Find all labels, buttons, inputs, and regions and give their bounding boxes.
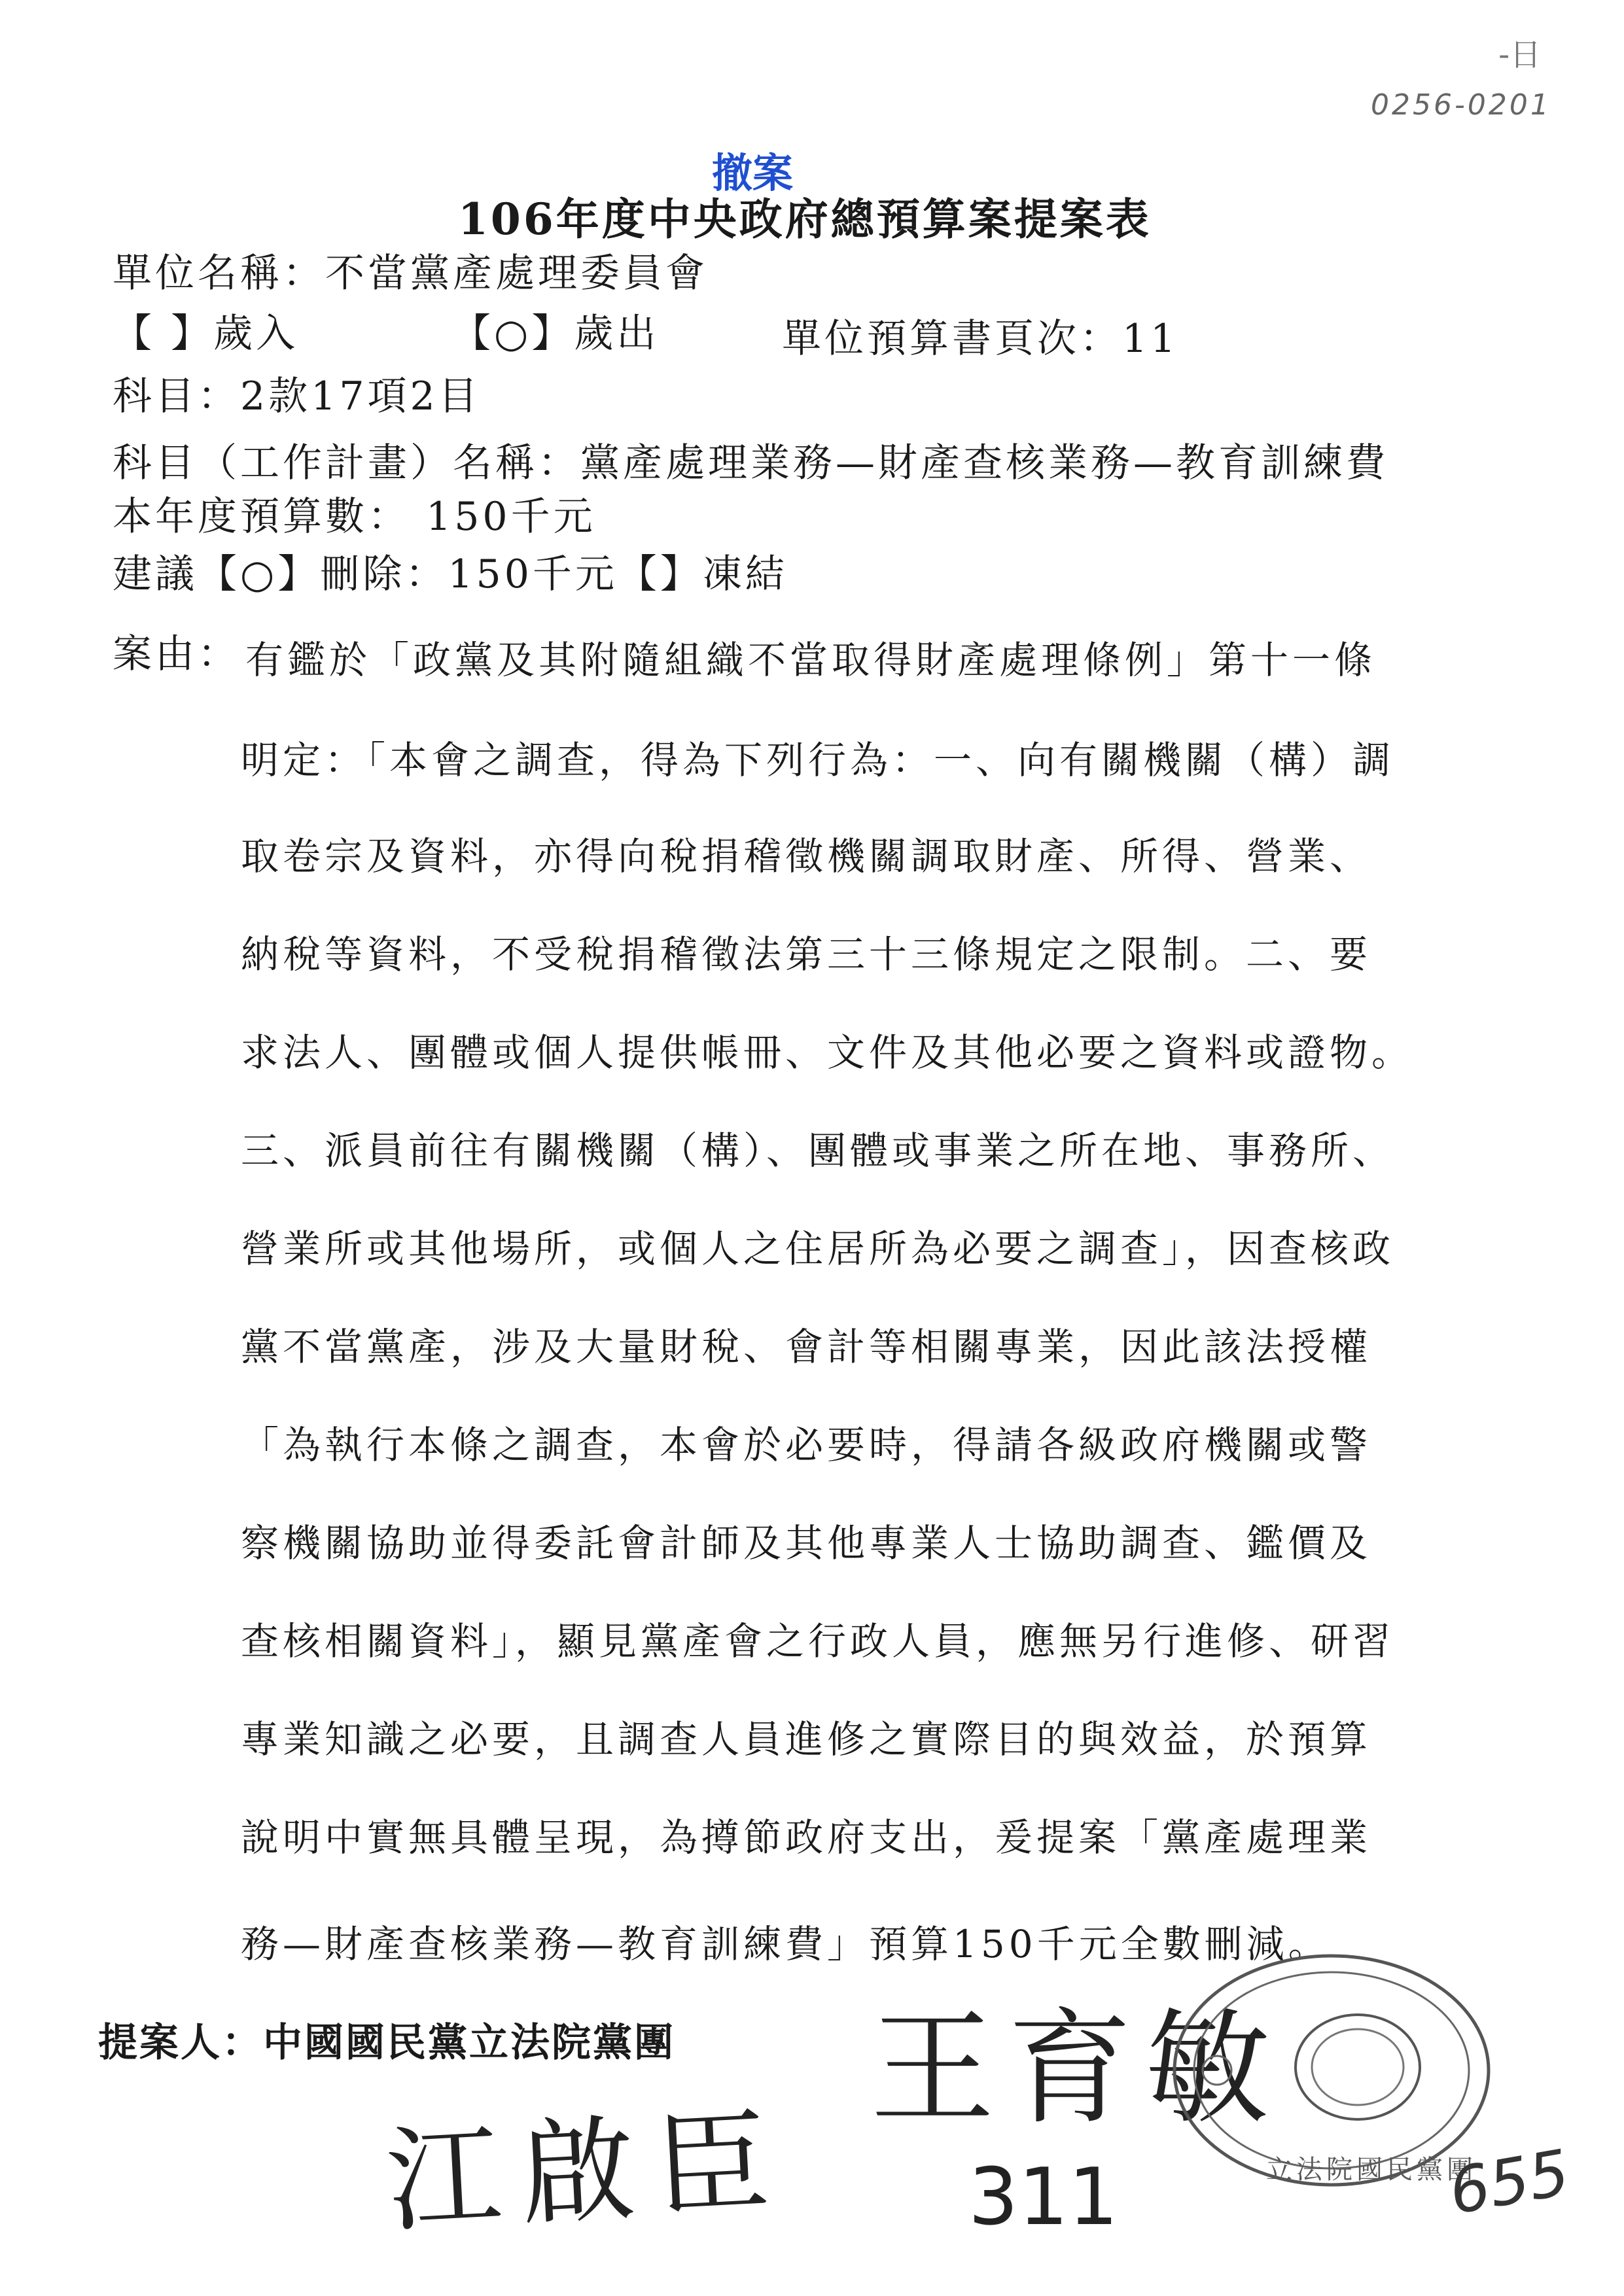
reason-line: 求法人、團體或個人提供帳冊、文件及其他必要之資料或證物。 <box>241 1030 1414 1075</box>
page-number-handwritten: 311 <box>968 2152 1119 2243</box>
reason-line: 營業所或其他場所，或個人之住居所為必要之調查」，因查核政 <box>241 1226 1395 1271</box>
reason-line: 有鑑於「政黨及其附隨組織不當取得財產處理條例」第十一條 <box>245 638 1377 682</box>
signature-2: 江啟臣 <box>383 2095 792 2249</box>
reason-line: 說明中實無具體呈現，為撙節政府支出，爰提案「黨產處理業 <box>241 1815 1372 1860</box>
withdrawn-stamp: 撤案 <box>712 149 794 197</box>
page-title: 106年度中央政府總預算案提案表 <box>458 194 1152 245</box>
reason-line: 明定：「本會之調查，得為下列行為：一、向有關機關（構）調 <box>241 738 1395 782</box>
corner-note-1: -日 <box>1498 37 1542 73</box>
subject: 科目：2款17項2目 <box>113 374 481 419</box>
corner-note-2: 0256-0201 <box>1371 88 1551 122</box>
reason-line: 「為執行本條之調查，本會於必要時，得請各級政府機關或警 <box>241 1423 1372 1467</box>
budget-page: 單位預算書頁次：11 <box>782 316 1179 362</box>
revenue-option: 【 】歲入 <box>113 311 299 357</box>
unit-name: 單位名稱：不當黨產處理委員會 <box>113 251 708 296</box>
reason-line: 納稅等資料，不受稅捐稽徵法第三十三條規定之限制。二、要 <box>241 932 1372 977</box>
subject-name: 科目（工作計畫）名稱：黨產處理業務—財產查核業務—教育訓練費 <box>113 440 1388 486</box>
reason-line: 取卷宗及資料，亦得向稅捐稽徵機關調取財產、所得、營業、 <box>241 834 1372 878</box>
budget-amount: 本年度預算數： 150千元 <box>113 494 596 540</box>
reason-line: 黨不當黨產，涉及大量財稅、會計等相關專業，因此該法授權 <box>241 1325 1372 1369</box>
reason-line: 務—財產查核業務—教育訓練費」預算150千元全數刪減。 <box>241 1922 1330 1966</box>
proposal-action: 建議【○】刪除：150千元【】凍結 <box>113 551 788 597</box>
reason-line: 專業知識之必要，且調查人員進修之實際目的與效益，於預算 <box>241 1717 1372 1762</box>
signature-1: 王育敏 <box>870 1996 1283 2141</box>
reason-line: 察機關協助並得委託會計師及其他專業人士協助調查、鑑價及 <box>241 1521 1372 1565</box>
reason-label: 案由： <box>113 631 240 677</box>
reason-line: 三、派員前往有關機關（構）、團體或事業之所在地、事務所、 <box>241 1128 1395 1173</box>
expenditure-option: 【○】歲出 <box>451 311 660 357</box>
reason-line: 查核相關資料」，顯見黨產會之行政人員，應無另行進修、研習 <box>241 1619 1395 1663</box>
handwritten-number: 655 <box>1443 2135 1575 2229</box>
proposer: 提案人：中國國民黨立法院黨團 <box>98 2020 675 2066</box>
stamp-text: 立法院國民黨團 <box>1266 2155 1477 2185</box>
